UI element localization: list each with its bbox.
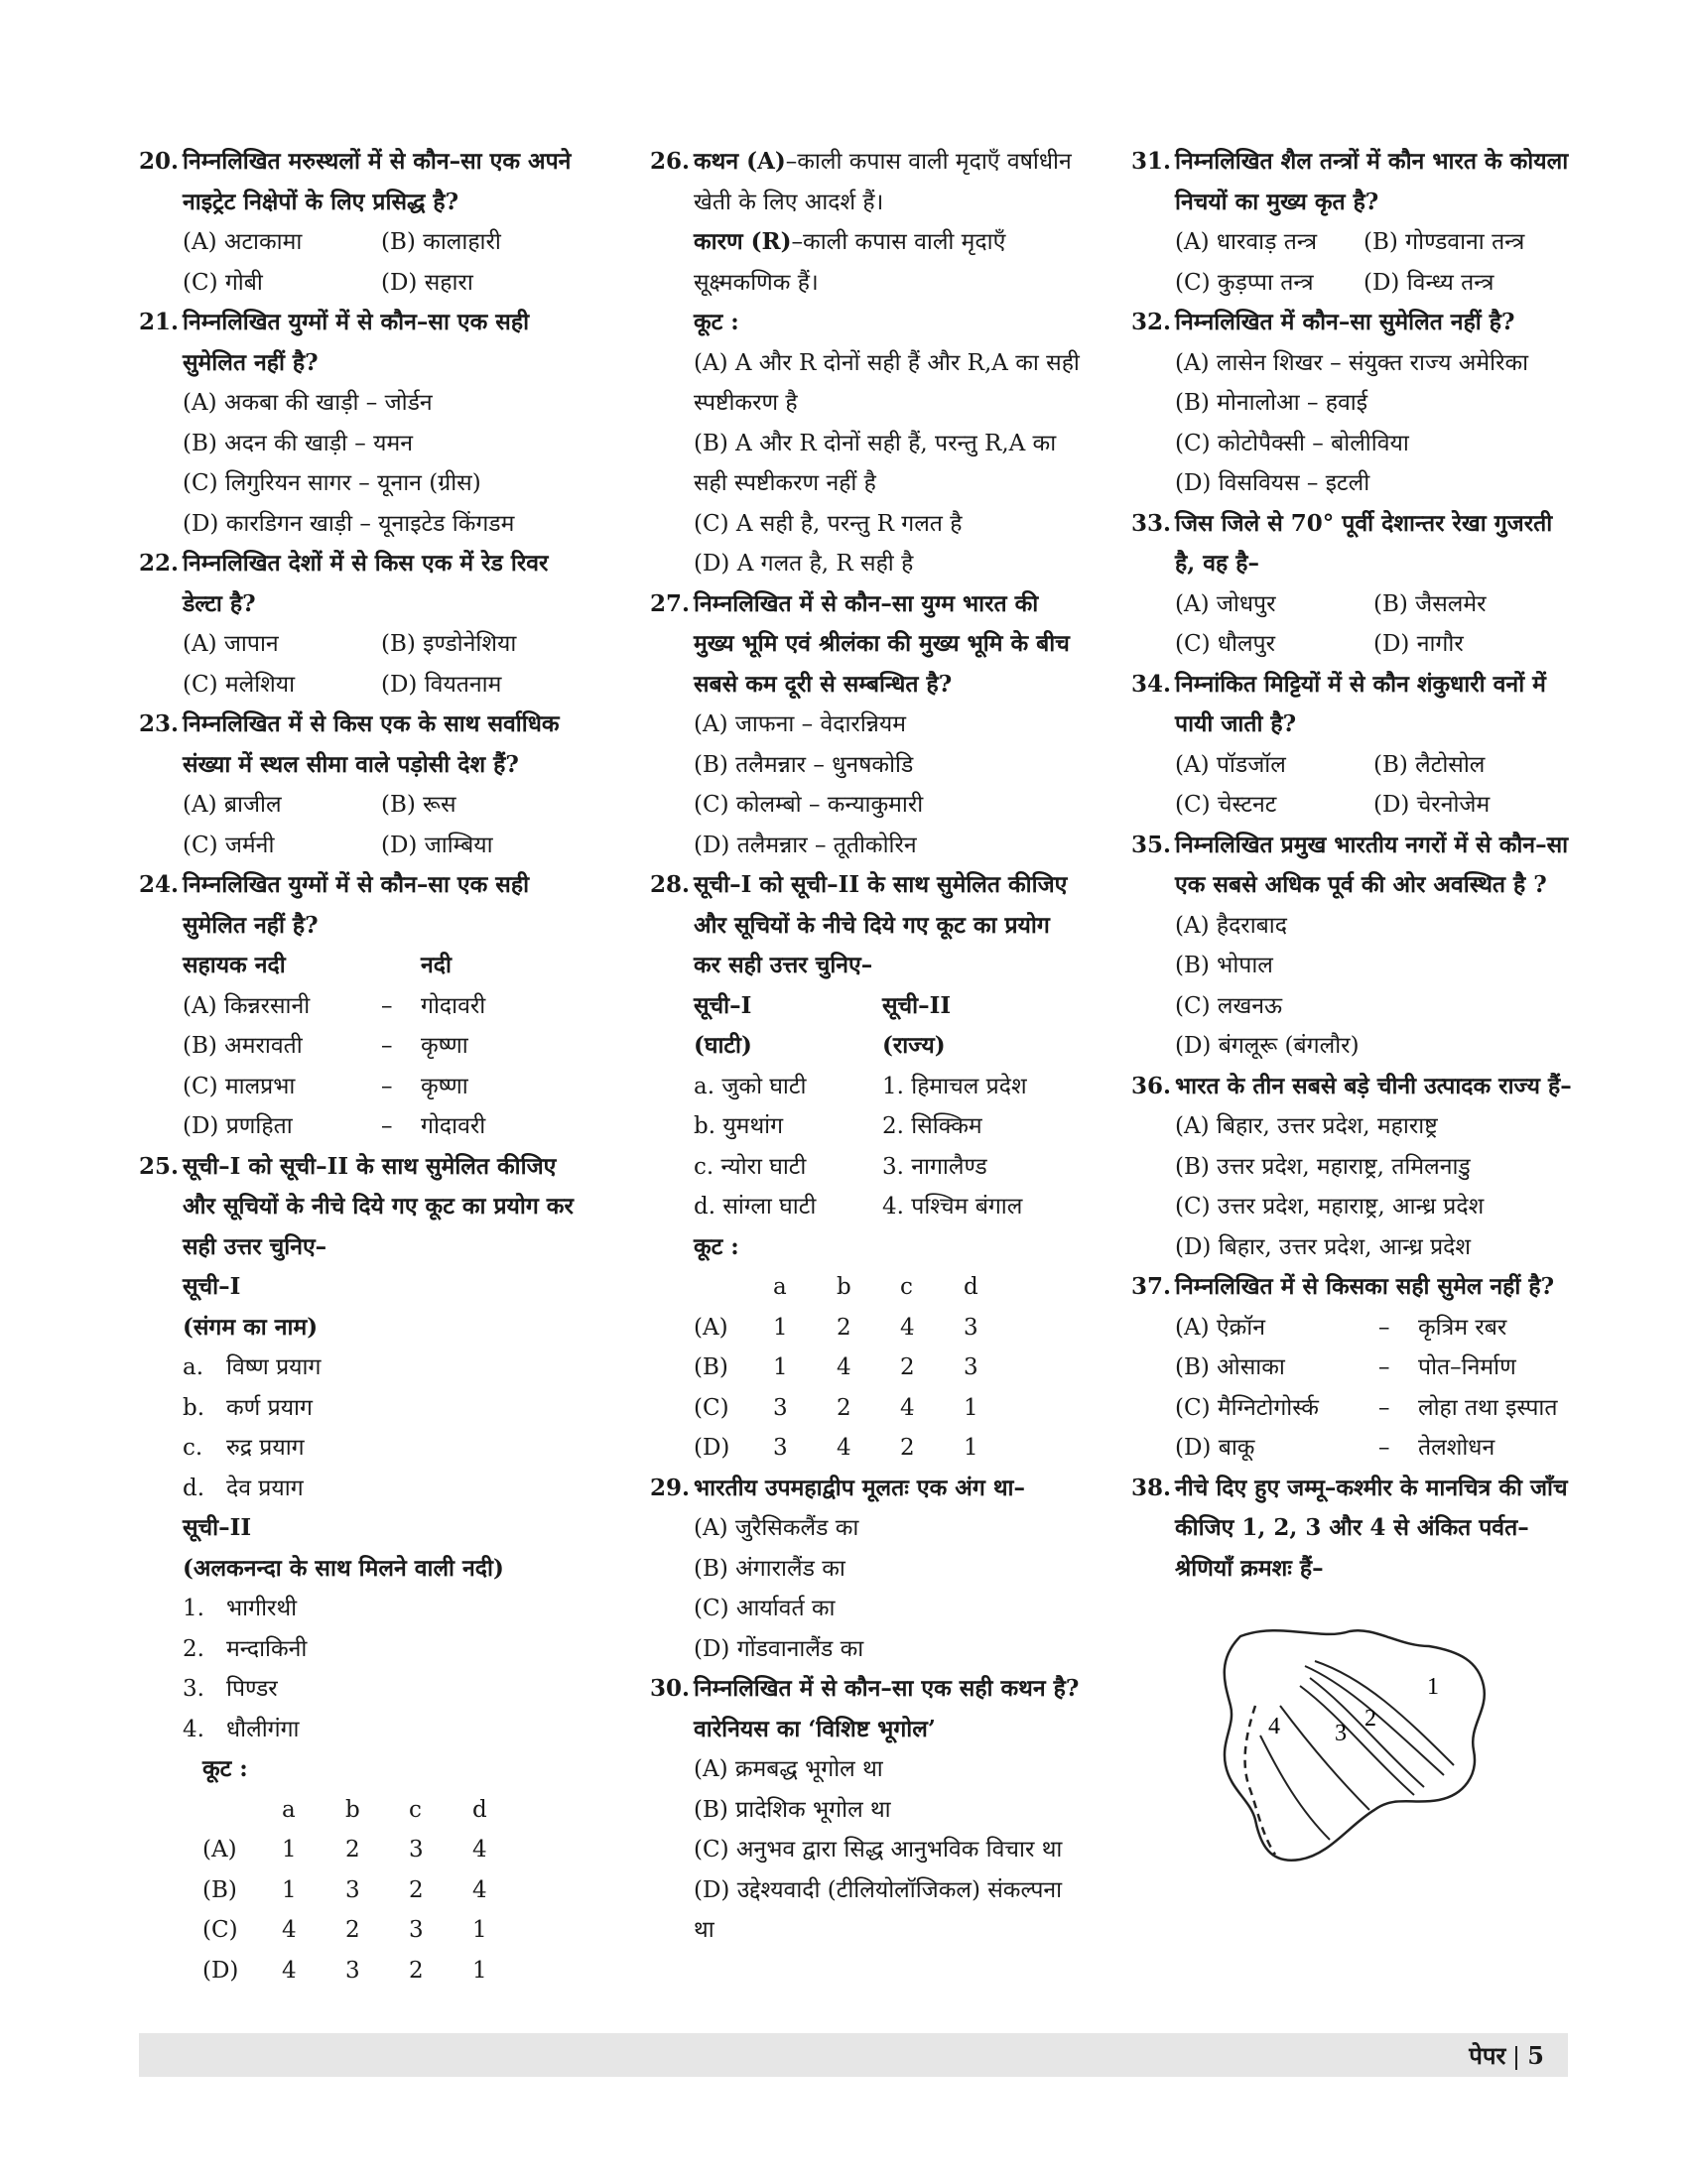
code-cell: 4 — [472, 1837, 487, 1863]
code-cell: 2 — [345, 1837, 360, 1863]
options — [139, 785, 590, 865]
question-number: 32. — [1131, 309, 1172, 335]
code-cell: 1 — [282, 1876, 297, 1903]
pair-left: (D) बाकू — [1175, 1435, 1255, 1461]
code-head: a — [773, 1274, 787, 1300]
code-cell: 3 — [345, 1957, 360, 1984]
question-text: निम्नलिखित शैल तन्त्रों में कौन भारत के कोयला निचयों का मुख्य कृत है? — [1175, 148, 1569, 215]
code-head: b — [837, 1274, 851, 1300]
question-27 — [650, 584, 1082, 866]
item-text: कर्ण प्रयाग — [226, 1394, 313, 1421]
option-d[interactable]: (D) A गलत है, R सही है — [694, 551, 914, 577]
list-row — [650, 1106, 1082, 1147]
code-cell: 1 — [773, 1314, 788, 1341]
code-cell: 4 — [900, 1394, 915, 1421]
option-d[interactable]: (D) सहारा — [381, 269, 473, 296]
option-c[interactable] — [1131, 1388, 1578, 1429]
option-d[interactable]: (D) विन्ध्य तन्त्र — [1363, 269, 1494, 296]
option-d[interactable]: (D) तलैमन्नार – तूतीकोरिन — [694, 832, 917, 858]
code-row-b[interactable] — [650, 1348, 1082, 1388]
option-a[interactable]: (A) ब्राजील — [183, 792, 282, 818]
range-2-line — [1300, 1686, 1414, 1795]
code-cell: 4 — [282, 1917, 297, 1943]
option-c[interactable]: (C) चेस्टनट — [1175, 792, 1277, 818]
option-c[interactable]: (C) गोबी — [183, 269, 263, 296]
range-4-line — [1260, 1735, 1330, 1840]
jammu-kashmir-map — [1201, 1616, 1498, 1864]
option-c[interactable]: (C) कोटोपैक्सी – बोलीविया — [1175, 430, 1409, 456]
list1-item — [139, 1428, 590, 1469]
item-key: c. — [183, 1435, 203, 1461]
question-text: निम्नलिखित प्रमुख भारतीय नगरों में से कौन–सा एक सबसे अधिक पूर्व की ओर अवस्थित है ? — [1175, 831, 1569, 898]
option-d[interactable] — [139, 1106, 590, 1147]
option-b[interactable] — [1131, 1348, 1578, 1388]
code-label: कूट : — [694, 309, 739, 335]
list1-title: सूची–I — [694, 991, 752, 1019]
code-cell: 1 — [773, 1354, 788, 1380]
item-text: रुद्र प्रयाग — [226, 1435, 305, 1461]
code-cell: (A) — [202, 1837, 237, 1863]
options — [1131, 745, 1578, 826]
question-25 — [139, 1147, 590, 1991]
item-key: 4. — [183, 1716, 204, 1742]
list2-item — [139, 1669, 590, 1710]
question-number: 33. — [1131, 509, 1172, 537]
option-a[interactable]: (A) जाफना – वेदारन्नियम — [694, 711, 906, 737]
column-1 — [139, 142, 590, 1991]
code-cell: 4 — [472, 1876, 487, 1903]
options — [1131, 222, 1578, 303]
option-d[interactable]: (D) उद्देश्यवादी (टीलियोलॉजिकल) संकल्पना था — [694, 1876, 1063, 1943]
question-text: निम्नलिखित युग्मों में से कौन–सा एक सही सुमेलित नहीं है? — [183, 871, 530, 939]
code-head: b — [345, 1796, 360, 1823]
code-cell: 3 — [964, 1314, 978, 1341]
question-number: 29. — [650, 1474, 691, 1501]
option-b[interactable]: (B) भोपाल — [1175, 953, 1273, 978]
map-label-3: 3 — [1335, 1721, 1347, 1746]
code-cell: 3 — [773, 1394, 788, 1421]
question-number: 21. — [139, 309, 180, 335]
option-b[interactable]: (B) प्रादेशिक भूगोल था — [694, 1796, 891, 1823]
pair-dash: – — [381, 1033, 393, 1059]
option-c[interactable]: (C) धौलपुर — [1175, 631, 1276, 657]
option-d[interactable]: (D) कारडिगन खाड़ी – यूनाइटेड किंगडम — [183, 510, 515, 537]
pair-left: (C) मैग्निटोगोर्स्क — [1175, 1394, 1319, 1421]
map-label-1: 1 — [1427, 1674, 1439, 1700]
option-b[interactable]: (B) उत्तर प्रदेश, महाराष्ट्र, तमिलनाडु — [1175, 1153, 1471, 1180]
code-header — [650, 1267, 1082, 1308]
option-b[interactable]: (B) जैसलमेर — [1373, 590, 1487, 617]
list2-title: सूची–II — [882, 991, 952, 1019]
item-key: a. — [183, 1354, 204, 1380]
code-cell: 2 — [837, 1314, 851, 1341]
option-a[interactable]: (A) जोधपुर — [1175, 590, 1276, 617]
question-number: 37. — [1131, 1273, 1172, 1300]
option-b[interactable]: (B) इण्डोनेशिया — [381, 631, 517, 657]
list-subheader — [650, 1026, 1082, 1067]
item-key: 1. — [183, 1596, 204, 1621]
code-cell: 2 — [345, 1917, 360, 1943]
question-34 — [1131, 665, 1578, 826]
item-key: d. — [183, 1475, 205, 1501]
code-cell: 3 — [409, 1837, 424, 1863]
list1-item — [139, 1469, 590, 1509]
assertion-text: –काली कपास वाली मृदाएँ वर्षाधीन खेती के लिए आदर्श हैं। — [694, 149, 1072, 215]
option-d[interactable]: (D) जाम्बिया — [381, 832, 493, 858]
item-text: भागीरथी — [226, 1596, 298, 1621]
option-d[interactable]: (D) नागौर — [1373, 631, 1464, 657]
question-text: निम्नलिखित में से कौन–सा एक सही कथन है? — [694, 1675, 1080, 1702]
option-b[interactable] — [139, 1026, 590, 1067]
code-cell: 4 — [900, 1314, 915, 1341]
pair-dash: – — [1378, 1354, 1390, 1380]
list2-item: 3. नागालैण्ड — [882, 1153, 987, 1180]
column-3 — [1131, 142, 1578, 1864]
question-text: भारतीय उपमहाद्वीप मूलतः एक अंग था– — [694, 1474, 1025, 1501]
footer-label: पेपर — [1469, 2041, 1506, 2070]
code-cell: (C) — [694, 1394, 729, 1421]
option-b[interactable]: (B) अदन की खाड़ी – यमन — [183, 430, 413, 456]
pair-left: (A) किन्नरसानी — [183, 992, 311, 1019]
question-number: 27. — [650, 589, 691, 617]
code-row-c[interactable] — [139, 1910, 590, 1951]
question-37 — [1131, 1267, 1578, 1469]
code-label: कूट : — [202, 1755, 248, 1782]
code-cell: 2 — [900, 1354, 915, 1380]
code-cell: 2 — [900, 1435, 915, 1461]
option-b[interactable]: (B) लैटोसोल — [1373, 751, 1486, 778]
list-header — [650, 986, 1082, 1027]
code-cell: 3 — [773, 1435, 788, 1461]
list1-item: b. युमथांग — [694, 1113, 784, 1139]
pair-right: कृष्णा — [421, 1033, 468, 1059]
option-a[interactable]: (A) A और R दोनों सही हैं और R,A का सही स्पष्टीकरण है — [694, 349, 1080, 416]
pair-right: पोत–निर्माण — [1418, 1354, 1516, 1380]
code-cell: 1 — [964, 1394, 978, 1421]
pair-header — [139, 946, 590, 986]
option-d[interactable]: (D) विसवियस – इटली — [1175, 470, 1370, 496]
list2-item — [139, 1629, 590, 1670]
list1-item — [139, 1348, 590, 1388]
code-head: d — [472, 1796, 487, 1823]
question-text: भारत के तीन सबसे बड़े चीनी उत्पादक राज्य हैं– — [1175, 1072, 1572, 1099]
option-b[interactable]: (B) तलैमन्नार – धुनषकोडि — [694, 751, 914, 778]
code-cell: (B) — [694, 1354, 728, 1380]
code-cell: 1 — [964, 1435, 978, 1461]
pair-dash: – — [1378, 1394, 1390, 1421]
list2-subtitle: (अलकनन्दा के साथ मिलने वाली नदी) — [183, 1554, 504, 1582]
option-a[interactable]: (A) धारवाड़ तन्त्र — [1175, 229, 1318, 255]
option-c[interactable] — [139, 1067, 590, 1107]
item-key: b. — [183, 1394, 205, 1421]
question-text: निम्नलिखित में से कौन–सा युग्म भारत की मुख्य भूमि एवं श्रीलंका की मुख्य भूमि के बीच सबसे कम दूरी से सम्बन्धित है? — [694, 589, 1070, 698]
map-outline — [1225, 1630, 1485, 1861]
question-number: 20. — [139, 148, 180, 175]
code-row-d[interactable] — [139, 1951, 590, 1991]
pair-right: तेलशोधन — [1418, 1435, 1495, 1461]
option-d[interactable]: (D) गोंडवानालैंड का — [694, 1635, 864, 1662]
code-cell: 3 — [345, 1876, 360, 1903]
option-a[interactable] — [139, 986, 590, 1027]
question-29 — [650, 1469, 1082, 1670]
question-text: निम्नलिखित मरुस्थलों में से कौन–सा एक अपने नाइट्रेट निक्षेपों के लिए प्रसिद्ध है? — [183, 148, 572, 215]
list2-item — [139, 1589, 590, 1629]
question-20 — [139, 142, 590, 303]
item-text: देव प्रयाग — [226, 1475, 304, 1501]
option-a[interactable]: (A) जापान — [183, 631, 279, 657]
question-text: नीचे दिए हुए जम्मू–कश्मीर के मानचित्र की जाँच कीजिए 1, 2, 3 और 4 से अंकित पर्वत–श्रेणियाँ क्रमशः हैं– — [1175, 1474, 1568, 1582]
pair-left: (D) प्रणहिता — [183, 1113, 293, 1139]
item-text: धौलीगंगा — [226, 1716, 300, 1742]
question-32 — [1131, 303, 1578, 504]
code-header — [139, 1790, 590, 1831]
question-number: 34. — [1131, 670, 1172, 698]
option-b[interactable]: (B) मोनालोआ – हवाई — [1175, 390, 1368, 416]
footer-separator — [1515, 2046, 1517, 2070]
option-a[interactable]: (A) अकबा की खाड़ी – जोर्डन — [183, 390, 433, 416]
code-row-b[interactable] — [139, 1870, 590, 1911]
option-a[interactable]: (A) लासेन शिखर – संयुक्त राज्य अमेरिका — [1175, 349, 1529, 376]
question-number: 24. — [139, 871, 180, 898]
header-river: नदी — [421, 952, 452, 978]
list2-subtitle: (राज्य) — [882, 1032, 946, 1059]
question-text: सूची–I को सूची–II के साथ सुमेलित कीजिए और सूचियों के नीचे दिये गए कूट का प्रयोग कर सही उत्तर चुनिए– — [694, 871, 1068, 978]
code-cell: 4 — [837, 1354, 851, 1380]
question-28 — [650, 865, 1082, 1469]
question-30 — [650, 1669, 1082, 1951]
option-a[interactable] — [1131, 1308, 1578, 1349]
list1-title: सूची–I — [183, 1273, 241, 1300]
list2-title: सूची–II — [183, 1514, 252, 1541]
pair-right: गोदावरी — [421, 1113, 486, 1139]
options — [1131, 584, 1578, 665]
question-36 — [1131, 1067, 1578, 1268]
pair-right: कृष्णा — [421, 1073, 468, 1099]
header-tributary: सहायक नदी — [183, 952, 286, 978]
list-row — [650, 1147, 1082, 1188]
option-a[interactable]: (A) हैदराबाद — [1175, 912, 1287, 939]
pair-left: (A) ऐक्रॉन — [1175, 1314, 1265, 1341]
pair-right: कृत्रिम रबर — [1418, 1314, 1507, 1341]
list-row — [650, 1187, 1082, 1227]
option-d[interactable]: (D) बंगलूरू (बंगलौर) — [1175, 1033, 1360, 1059]
question-text: सूची–I को सूची–II के साथ सुमेलित कीजिए और सूचियों के नीचे दिये गए कूट का प्रयोग कर सही उत्तर चुनिए– — [183, 1152, 574, 1260]
option-d[interactable] — [1131, 1428, 1578, 1469]
code-cell: 4 — [837, 1435, 851, 1461]
pair-right: गोदावरी — [421, 992, 486, 1019]
footer-bar — [139, 2033, 1568, 2077]
code-head — [694, 1267, 773, 1308]
column-2 — [650, 142, 1082, 1951]
question-38 — [1131, 1469, 1578, 1865]
question-number: 38. — [1131, 1474, 1172, 1501]
item-text: विष्ण प्रयाग — [226, 1354, 322, 1380]
list1-item: c. न्योरा घाटी — [694, 1153, 807, 1180]
map-label-2: 2 — [1364, 1706, 1376, 1732]
code-cell: (A) — [694, 1314, 728, 1341]
code-head: d — [964, 1274, 978, 1300]
pair-dash: – — [381, 992, 393, 1019]
code-row-c[interactable] — [650, 1388, 1082, 1429]
item-key: 2. — [183, 1635, 204, 1662]
map-label-4: 4 — [1268, 1714, 1280, 1739]
option-b[interactable]: (B) गोण्डवाना तन्त्र — [1363, 229, 1525, 255]
option-c[interactable]: (C) अनुभव द्वारा सिद्ध आनुभविक विचार था — [694, 1837, 1063, 1863]
question-33 — [1131, 504, 1578, 665]
code-row-a[interactable] — [650, 1308, 1082, 1349]
option-b[interactable]: (B) A और R दोनों सही हैं, परन्तु R,A का सही स्पष्टीकरण नहीं है — [694, 430, 1057, 496]
pair-left: (B) ओसाका — [1175, 1354, 1285, 1380]
pair-dash: – — [1378, 1314, 1390, 1341]
code-cell: 3 — [409, 1917, 424, 1943]
question-number: 26. — [650, 148, 691, 175]
code-row-d[interactable] — [650, 1428, 1082, 1469]
option-c[interactable]: (C) आर्यावर्त का — [694, 1596, 836, 1621]
question-22 — [139, 544, 590, 705]
list1-item: a. जुको घाटी — [694, 1073, 807, 1099]
item-key: 3. — [183, 1676, 204, 1702]
list1-subtitle: (संगम का नाम) — [183, 1313, 319, 1341]
question-24 — [139, 865, 590, 1147]
option-b[interactable]: (B) रूस — [381, 792, 456, 818]
option-b[interactable]: (B) कालाहारी — [381, 229, 501, 255]
code-row-a[interactable] — [139, 1830, 590, 1870]
pair-dash: – — [1378, 1435, 1390, 1461]
question-number: 36. — [1131, 1072, 1172, 1099]
reason-label: कारण (R) — [694, 228, 792, 255]
list2-item: 4. पश्चिम बंगाल — [882, 1194, 1023, 1220]
code-cell: (D) — [694, 1435, 730, 1461]
pair-right: लोहा तथा इस्पात — [1418, 1394, 1558, 1421]
option-c[interactable]: (C) कुड़प्पा तन्त्र — [1175, 269, 1314, 296]
list1-subtitle: (घाटी) — [694, 1032, 752, 1059]
option-c[interactable]: (C) मलेशिया — [183, 671, 296, 698]
option-a[interactable]: (A) अटाकामा — [183, 229, 303, 255]
question-26 — [650, 142, 1082, 584]
list1-item — [139, 1388, 590, 1429]
code-head: a — [282, 1796, 296, 1823]
question-21 — [139, 303, 590, 544]
option-d[interactable]: (D) वियतनाम — [381, 671, 502, 698]
list1-item: d. सांग्ला घाटी — [694, 1194, 817, 1220]
pair-left: (B) अमरावती — [183, 1033, 303, 1059]
code-label: कूट : — [694, 1232, 739, 1260]
question-text: निम्नलिखित युग्मों में से कौन–सा एक सही सुमेलित नहीं है? — [183, 309, 530, 376]
option-d[interactable]: (D) बिहार, उत्तर प्रदेश, आन्ध्र प्रदेश — [1175, 1233, 1472, 1260]
pair-left: (C) मालप्रभा — [183, 1073, 296, 1099]
question-35 — [1131, 826, 1578, 1067]
code-cell: (B) — [202, 1876, 237, 1903]
reason-text: –काली कपास वाली मृदाएँ सूक्ष्मकणिक हैं। — [694, 229, 1006, 296]
option-d[interactable]: (D) चेरनोजेम — [1373, 792, 1491, 818]
assertion-label: कथन (A) — [694, 148, 786, 175]
option-a[interactable]: (A) पॉडजॉल — [1175, 751, 1286, 778]
list2-item — [139, 1710, 590, 1750]
code-cell: 3 — [964, 1354, 978, 1380]
question-text: निम्नांकित मिट्टियों में से कौन शंकुधारी वनों में पायी जाती है? — [1175, 670, 1546, 737]
option-b[interactable]: (B) अंगारालैंड का — [694, 1555, 845, 1582]
code-head — [202, 1790, 282, 1831]
option-c[interactable]: (C) जर्मनी — [183, 832, 275, 858]
question-text: निम्नलिखित में कौन–सा सुमेलित नहीं है? — [1175, 309, 1515, 335]
list2-item: 1. हिमाचल प्रदेश — [882, 1073, 1027, 1099]
list2-item: 2. सिक्किम — [882, 1113, 982, 1139]
code-cell: 1 — [472, 1917, 487, 1943]
code-cell: 1 — [282, 1837, 297, 1863]
item-text: मन्दाकिनी — [226, 1635, 308, 1662]
question-number: 35. — [1131, 831, 1172, 858]
code-cell: 2 — [409, 1957, 424, 1984]
pair-dash: – — [381, 1073, 393, 1099]
question-text: निम्नलिखित देशों में से किस एक में रेड रिवर डेल्टा है? — [183, 550, 549, 617]
question-number: 28. — [650, 871, 691, 898]
code-cell: 2 — [409, 1876, 424, 1903]
code-head: c — [409, 1796, 422, 1823]
item-text: पिण्डर — [226, 1676, 278, 1702]
question-text: जिस जिले से 70° पूर्वी देशान्तर रेखा गुजरती है, वह है– — [1175, 509, 1553, 577]
code-cell: (D) — [202, 1957, 239, 1984]
option-a[interactable]: (A) क्रमबद्ध भूगोल था — [694, 1756, 883, 1782]
option-a[interactable]: (A) जुरैसिकलैंड का — [694, 1515, 859, 1541]
question-number: 22. — [139, 550, 180, 577]
code-cell: 1 — [472, 1957, 487, 1984]
option-c[interactable]: (C) उत्तर प्रदेश, महाराष्ट्र, आन्ध्र प्रदेश — [1175, 1194, 1485, 1220]
question-text: निम्नलिखित में से किसका सही सुमेल नहीं है? — [1175, 1273, 1555, 1300]
question-number: 23. — [139, 710, 180, 737]
code-cell: (C) — [202, 1917, 238, 1943]
code-cell: 4 — [282, 1957, 297, 1984]
question-subtext: वारेनियस का ‘विशिष्ट भूगोल’ — [694, 1715, 936, 1742]
options — [139, 222, 590, 303]
page-number — [1469, 2039, 1544, 2072]
pair-dash: – — [381, 1113, 393, 1139]
list-row — [650, 1067, 1082, 1107]
option-c[interactable]: (C) लखनऊ — [1175, 992, 1283, 1019]
question-23 — [139, 705, 590, 865]
code-head: c — [900, 1274, 913, 1300]
question-text: निम्नलिखित में से किस एक के साथ सर्वाधिक संख्या में स्थल सीमा वाले पड़ोसी देश हैं? — [183, 710, 560, 778]
question-number: 31. — [1131, 148, 1172, 175]
option-c[interactable]: (C) लिगुरियन सागर – यूनान (ग्रीस) — [183, 470, 481, 496]
code-cell: 2 — [837, 1394, 851, 1421]
question-number: 25. — [139, 1152, 180, 1180]
option-c[interactable]: (C) A सही है, परन्तु R गलत है — [694, 510, 963, 537]
question-number: 30. — [650, 1675, 691, 1702]
option-a[interactable]: (A) बिहार, उत्तर प्रदेश, महाराष्ट्र — [1175, 1113, 1438, 1139]
range-2b-line — [1310, 1678, 1424, 1787]
options — [139, 624, 590, 705]
question-31 — [1131, 142, 1578, 303]
footer-page: 5 — [1527, 2041, 1544, 2070]
option-c[interactable]: (C) कोलम्बो – कन्याकुमारी — [694, 792, 924, 818]
